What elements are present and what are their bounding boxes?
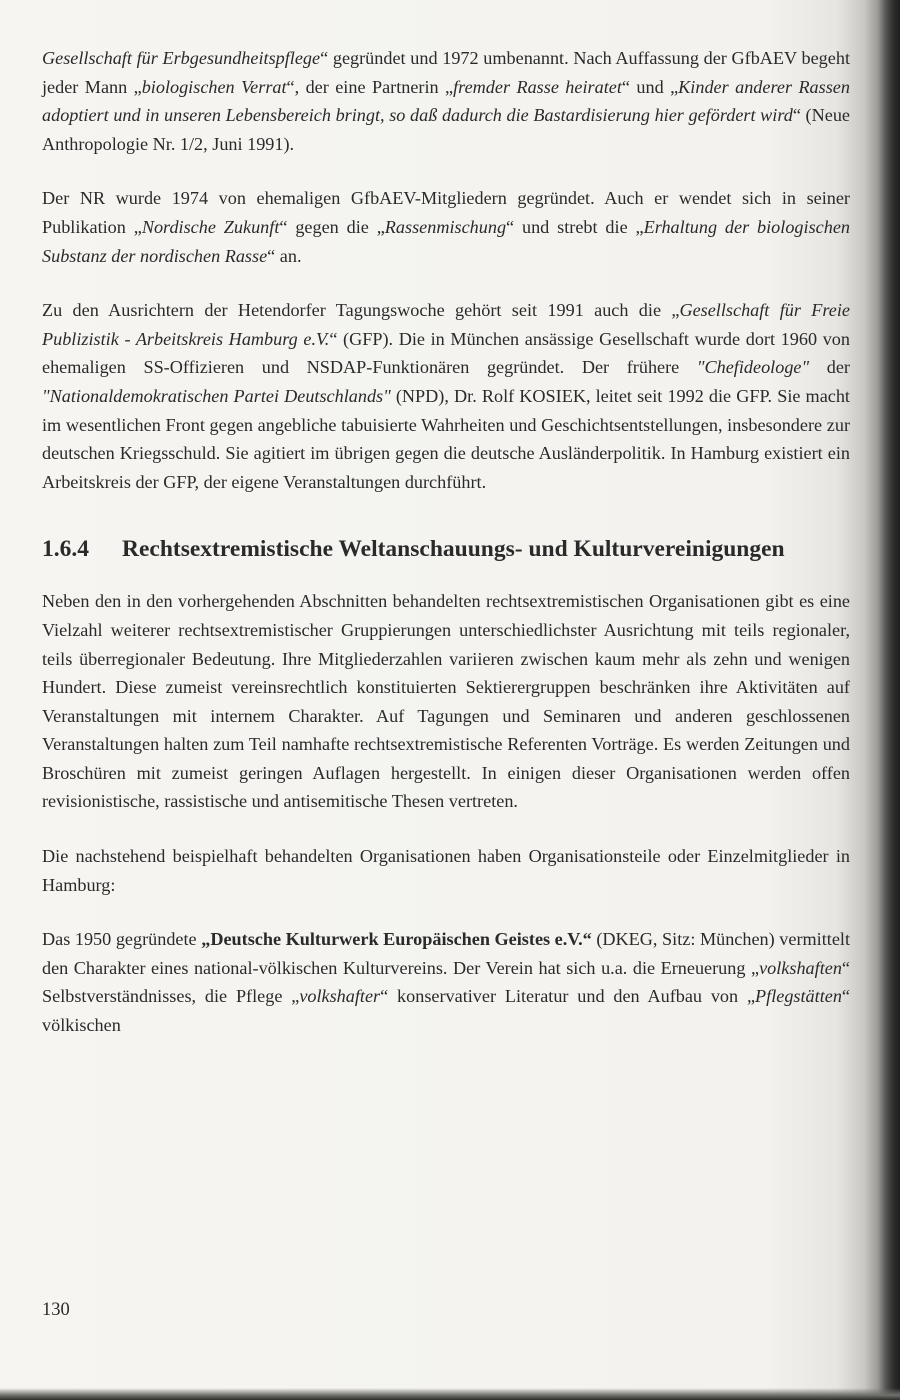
p2-run-6: “ an. [267, 245, 302, 266]
p1-run-3: “, der eine Partnerin „ [286, 76, 454, 97]
paragraph-dkeg [42, 925, 850, 1039]
p2-run-0: Der NR wurde 1974 von ehemaligen GfbAEV-Mitgliedern gegründet. Auch er wendet sich in seiner Publikation „ [42, 188, 850, 237]
p1-run-0: Gesellschaft für Erbgesundheitspflege [42, 48, 321, 68]
book-spine-shadow [878, 0, 900, 1400]
paragraph-nordischer-ring [42, 184, 850, 270]
p3-run-5: "Nationaldemokratischen Partei Deutschlands" [42, 385, 391, 406]
p6-run-4: “ Selbstverständnisses, die Pflege „ [42, 957, 850, 1007]
p3-run-2: “ (GFP). Die in München ansässige Gesellschaft wurde dort 1960 von ehemaligen SS-Offizieren und NSDAP-Funktionären gegründet. Der frühere [42, 328, 850, 378]
paragraph-overview: Neben den in den vorhergehenden Abschnitten behandelten rechtsextremistischen Organisationen gibt es eine Vielzahl weiterer rechtsextremistischer Gruppierungen unterschiedlichster Ausrichtung mit teils regionaler, teils überregionaler Bedeutung. Ihre Mitgliederzahlen variieren zwischen kaum mehr als zehn und wenigen Hundert. Diese zumeist vereinsrechtlich konstituierten Sektierergruppen beschränken ihre Aktivitäten auf Veranstaltungen mit internem Charakter. Auf Tagungen und Seminaren und anderen geschlossenen Veranstaltungen halten zum Teil namhafte rechtsextremistische Referenten Vorträge. Es werden Zeitungen und Broschüren mit zumeist geringen Auflagen hergestellt. In einigen dieser Organisationen werden offen revisionistische, rassistische und antisemitische Thesen vertreten. [42, 591, 850, 812]
section-number: 1.6.4 [42, 536, 89, 563]
page-bottom-edge [0, 1388, 900, 1400]
p2-run-4: “ und strebt die „ [506, 216, 644, 237]
page-number: 130 [42, 1300, 70, 1320]
p1-run-1: “ gegründet und 1972 umbenannt. Nach Auffassung der GfbAEV begeht jeder Mann „ [42, 48, 850, 97]
p2-run-1: Nordische Zukunft [141, 216, 280, 237]
section-title: Rechtsextremistische Weltanschauungs- und Kulturvereinigungen [122, 536, 785, 563]
p6-run-5: volkshafter [299, 986, 381, 1007]
p3-run-6: (NPD), Dr. Rolf KOSIEK, leitet seit 1992 die GFP. Sie macht im wesentlichen Front gegen angebliche tabuisierte Wahrheiten und Geschichtsentstellungen, insbesondere zur deutschen Kriegsschuld. Sie agitiert im übrigen gegen die deutsche Ausländerpolitik. In Hamburg existiert ein Arbeitskreis der GFP, der eigene Veranstaltungen durchführt. [42, 385, 850, 492]
p1-run-7: “ (Neue Anthropologie Nr. 1/2, Juni 1991). [42, 105, 850, 154]
paragraph-gfp [42, 296, 850, 496]
page-content [42, 44, 850, 1040]
p6-run-7: Pflegstätten [755, 986, 842, 1007]
paragraph-intro-list: Die nachstehend beispielhaft behandelten Organisationen haben Organisationsteile oder Einzelmitglieder in Hamburg: [42, 846, 850, 895]
p1-run-6: Kinder anderer Rassen adoptiert und in unseren Lebensbereich bringt, so daß dadurch die Bastardisierung hier gefördert wird [42, 76, 850, 126]
p6-run-2: (DKEG, Sitz: München) vermittelt den Charakter eines national-völkischen Kulturvereins. Der Verein hat sich u.a. die Erneuerung „ [42, 929, 850, 978]
p2-run-5: Erhaltung der biologischen Substanz der nordischen Rasse [42, 216, 850, 266]
p3-run-1: Gesellschaft für Freie Publizistik - Arbeitskreis Hamburg e.V. [42, 300, 850, 349]
p1-run-5: “ und „ [621, 76, 679, 97]
paragraph-gfbaev [42, 44, 850, 158]
p2-run-3: Rassenmischung [384, 216, 507, 237]
p6-run-0: Das 1950 gegründete [42, 929, 202, 950]
p2-run-2: “ gegen die „ [279, 216, 385, 237]
p6-run-1: „Deutsche Kulturwerk Europäischen Geistes e.V.“ [201, 929, 592, 950]
p6-run-3: volkshaften [759, 957, 842, 978]
p3-run-3: "Chefideologe" [696, 357, 810, 378]
p1-run-4: fremder Rasse heiratet [453, 76, 622, 97]
p1-run-2: biologischen Verrat [141, 76, 287, 97]
p3-run-0: Zu den Ausrichtern der Hetendorfer Tagungswoche gehört seit 1991 auch die „ [42, 300, 680, 321]
p6-run-6: “ konservativer Literatur und den Aufbau von „ [380, 986, 756, 1007]
p3-run-4: der [809, 357, 850, 378]
section-heading [42, 534, 850, 565]
p6-run-8: “ völkischen [42, 986, 850, 1036]
